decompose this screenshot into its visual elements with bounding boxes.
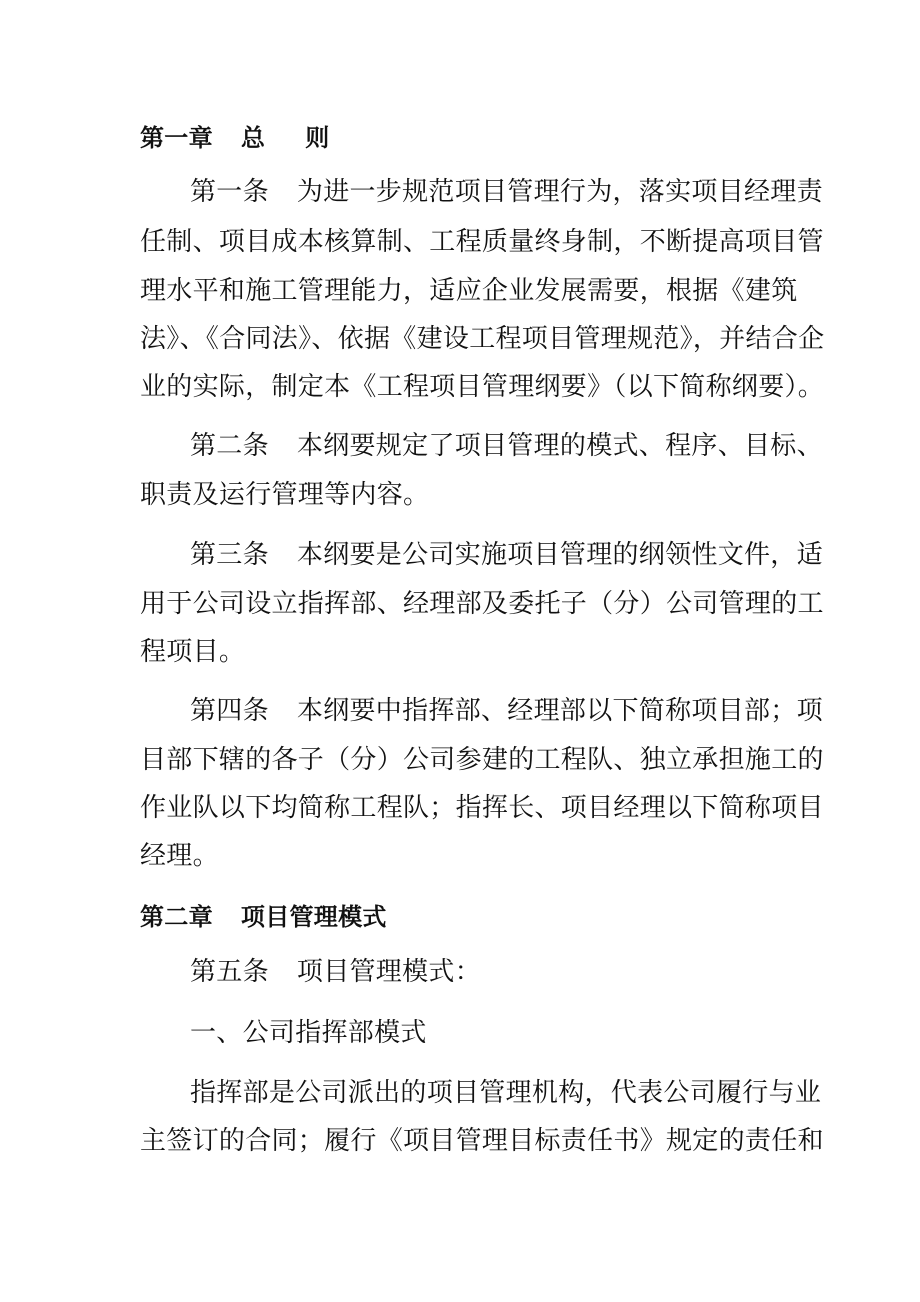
- chapter-1-title-part1: 总: [240, 124, 266, 152]
- paragraph-1-line-1: 指挥部是公司派出的项目管理机构，代表公司履行与业: [190, 1078, 822, 1108]
- chapter-1-title-part2: 则: [305, 124, 330, 152]
- article-1-line-5: 业的实际，制定本《工程项目管理纲要》（以下简称纲要）。: [140, 372, 825, 402]
- article-5-text: 项目管理模式：: [296, 957, 482, 987]
- article-3-line-2: 用于公司设立指挥部、经理部及委托子（分）公司管理的工: [140, 589, 824, 619]
- article-4-line-1: 本纲要中指挥部、经理部以下简称项目部；项: [296, 696, 823, 726]
- article-2-line-1: 本纲要规定了项目管理的模式、程序、目标、: [296, 431, 823, 461]
- paragraph-1-line-2: 主签订的合同；履行《项目管理目标责任书》规定的责任和: [140, 1126, 824, 1156]
- article-4-line-2: 目部下辖的各子（分）公司参建的工程队、独立承担施工的: [140, 745, 824, 775]
- chapter-2-number: 第二章: [140, 903, 213, 931]
- article-1-line-3: 理水平和施工管理能力，适应企业发展需要，根据《建筑: [140, 276, 798, 306]
- chapter-1-number: 第一章: [140, 124, 213, 152]
- article-1-line-4: 法》、《合同法》、依据《建设工程项目管理规范》，并结合企: [140, 324, 825, 354]
- chapter-2-heading: [140, 900, 387, 934]
- article-3-label: 第三条: [190, 540, 269, 570]
- article-2-first-line: [190, 429, 823, 463]
- article-2-label: 第二条: [190, 431, 269, 461]
- article-1-first-line: [190, 175, 823, 209]
- article-4-line-3: 作业队以下均简称工程队；指挥长、项目经理以下简称项目: [140, 793, 824, 823]
- article-2-line-2: 职责及运行管理等内容。: [140, 480, 430, 510]
- article-5-line: [190, 955, 481, 989]
- article-3-line-3: 程项目。: [140, 637, 246, 667]
- article-4-first-line: [190, 694, 823, 728]
- article-1-line-1: 为进一步规范项目管理行为，落实项目经理责: [296, 177, 823, 207]
- article-3-first-line: [190, 538, 823, 572]
- chapter-1-heading: [140, 121, 330, 155]
- article-4-line-4: 经理。: [140, 841, 219, 871]
- article-1-label: 第一条: [190, 177, 269, 207]
- chapter-2-title: 项目管理模式: [240, 903, 387, 931]
- article-1-line-2: 任制、项目成本核算制、工程质量终身制，不断提高项目管: [140, 227, 824, 257]
- article-5-label: 第五条: [190, 957, 269, 987]
- section-1-heading: 一、公司指挥部模式: [190, 1018, 427, 1048]
- article-3-line-1: 本纲要是公司实施项目管理的纲领性文件，适: [296, 540, 823, 570]
- article-4-label: 第四条: [190, 696, 269, 726]
